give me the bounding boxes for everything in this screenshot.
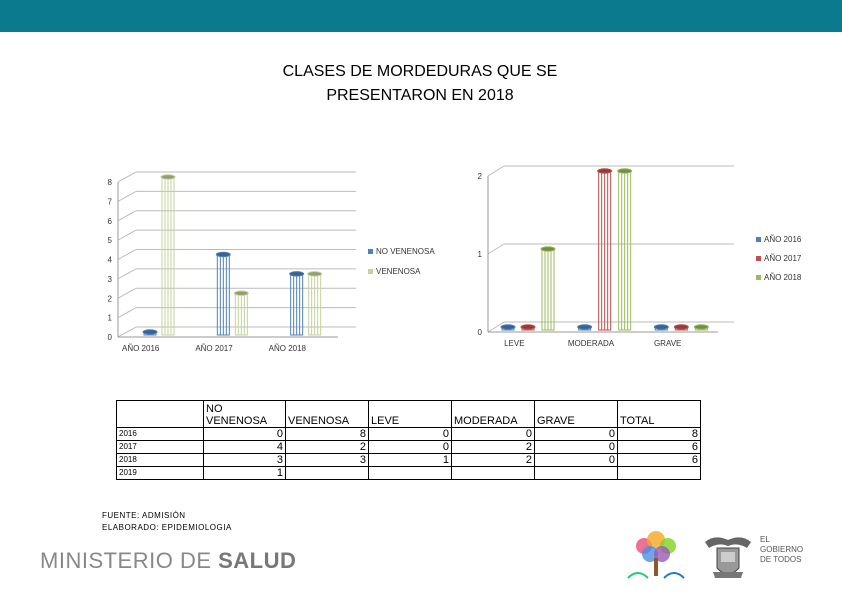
bar-cap [541,247,555,251]
y-tick-label: 1 [477,250,482,259]
y-tick-label: 1 [107,313,112,323]
table-cell-year: 2017 [117,441,204,454]
table-cell: 3 [204,454,286,467]
y-tick-label: 4 [107,255,112,265]
legend-label: AÑO 2016 [764,235,802,244]
bar-cap [598,169,612,173]
y-tick-label: 2 [107,294,112,304]
coat-of-arms-icon [703,532,753,584]
table-header-cell: TOTAL [618,401,701,428]
table-cell: 1 [204,467,286,480]
table-cell: 0 [369,428,452,441]
x-tick-label: GRAVE [653,339,682,348]
bar [598,169,612,330]
footer-author: ELABORADO: EPIDEMIOLOGIA [102,523,232,532]
y-tick-label: 8 [107,178,112,187]
table-row [117,441,701,454]
title-line-2: PRESENTARON EN 2018 [326,87,514,104]
ministry-logo-bold: SALUD [218,548,297,573]
gobierno-line-2: GOBIERNO [760,545,804,554]
y-tick-label: 3 [107,274,112,284]
table-cell-year: 2016 [117,428,204,441]
gridline-depth [488,244,504,254]
table-header-cell: MODERADA [452,401,535,428]
legend-label: AÑO 2017 [764,254,802,263]
legend-label: NO VENENOSA [376,247,435,256]
table-cell [286,467,369,480]
table-cell [535,467,618,480]
bar-cap [618,169,632,173]
tree-logo-icon [624,528,688,584]
footer-source: FUENTE: ADMISIÒN [102,511,186,520]
data-table [116,400,701,480]
table-row [117,467,701,480]
legend-swatch [756,237,761,242]
legend-swatch [756,256,761,261]
bar-cap [694,325,708,329]
table-cell: 1 [369,454,452,467]
ministry-logo [40,548,296,574]
table-row [117,428,701,441]
table-cell [369,467,452,480]
table-cell: 0 [204,428,286,441]
table-header-row [117,401,701,428]
ministry-logo-light: MINISTERIO DE [40,548,219,573]
legend-label: AÑO 2018 [764,273,802,282]
table-row [117,454,701,467]
table-cell: 2 [452,441,535,454]
bar [618,169,632,330]
table-cell: 0 [452,428,535,441]
y-tick-label: 6 [107,216,112,226]
y-tick-label: 0 [477,328,482,337]
table-cell: 6 [618,441,701,454]
bar-cap [501,325,515,329]
gridline-depth [488,166,504,176]
table-cell-year: 2019 [117,467,204,480]
bar-cap [674,325,688,329]
x-tick-label: LEVE [504,339,525,348]
table-cell: 2 [452,454,535,467]
table-cell: 2 [286,441,369,454]
footer-credits [102,510,232,534]
y-tick-label: 0 [107,333,112,342]
table-cell: 0 [369,441,452,454]
x-tick-label: AÑO 2016 [121,344,160,353]
bar-cap [521,325,535,329]
y-tick-label: 5 [107,236,112,246]
bar [694,325,708,330]
bar [654,325,668,330]
gobierno-line-3: DE TODOS [760,555,802,564]
bar [521,325,535,330]
table-cell: 8 [286,428,369,441]
bar [674,325,688,330]
table-cell: 4 [204,441,286,454]
bar [501,325,515,330]
y-tick-label: 2 [477,172,482,181]
legend-label: VENENOSA [376,267,421,276]
table-cell-year: 2018 [117,454,204,467]
table-cell: 6 [618,454,701,467]
table-cell: 3 [286,454,369,467]
table-header-cell: LEVE [369,401,452,428]
x-tick-label: MODERADA [567,339,615,348]
table-cell: 0 [535,428,618,441]
x-tick-label: AÑO 2017 [195,344,233,353]
table-cell: 0 [535,454,618,467]
x-tick-label: AÑO 2018 [268,344,307,353]
gobierno-line-1: EL [760,535,770,544]
table-cell [618,467,701,480]
legend-swatch [756,275,761,280]
table-cell [452,467,535,480]
gobierno-logo [760,535,803,565]
y-tick-label: 7 [107,197,112,207]
bar [578,325,592,330]
table-cell: 0 [535,441,618,454]
table-header-cell: GRAVE [535,401,618,428]
table-cell: 8 [618,428,701,441]
table-header-cell: VENENOSA [286,401,369,428]
bar [541,247,555,330]
bar-cap [578,325,592,329]
bar-cap [654,325,668,329]
table-header-cell [117,401,204,428]
title-line-1: CLASES DE MORDEDURAS QUE SE [282,63,558,80]
table-header-cell: NO VENENOSA [204,401,286,428]
